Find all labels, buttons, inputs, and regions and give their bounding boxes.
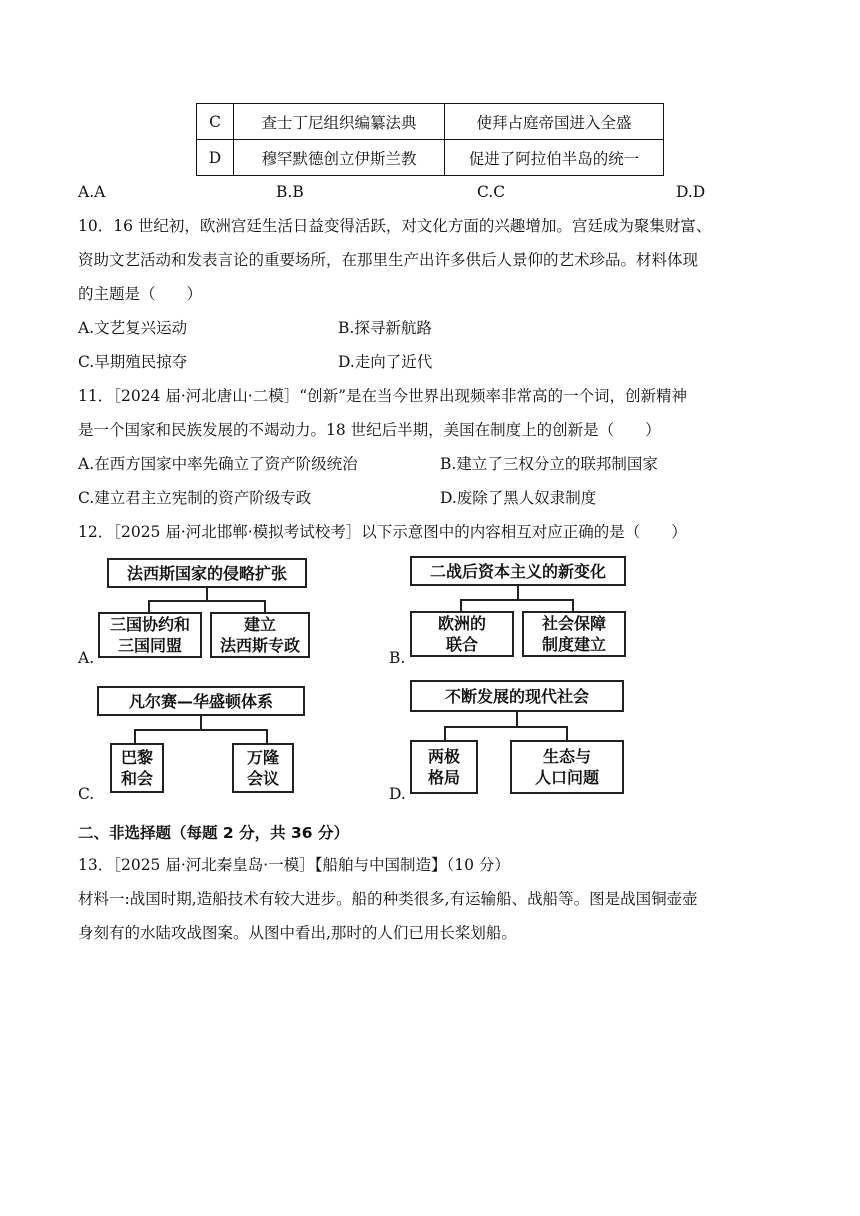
diagram-d-label: D. xyxy=(389,785,406,803)
q11-option-a[interactable]: A.在西方国家中率先确立了资产阶级统治 xyxy=(78,455,358,473)
table-cell-letter: D xyxy=(197,140,234,176)
diagram-c-label: C. xyxy=(78,785,95,803)
q9-option-d[interactable]: D.D xyxy=(676,183,706,201)
diagram-c-right-box: 万隆 会议 xyxy=(232,743,294,793)
q9-option-b[interactable]: B.B xyxy=(276,183,304,201)
q11-option-c[interactable]: C.建立君主立宪制的资产阶级专政 xyxy=(78,489,312,507)
section-title: 二、非选择题（每题 2 分，共 36 分） xyxy=(78,824,349,842)
q10-stem-line-1: 10．16 世纪初，欧洲宫廷生活日益变得活跃，对文化方面的兴趣增加。宫廷成为聚集财富、 xyxy=(78,217,712,235)
diagram-a-top-box: 法西斯国家的侵略扩张 xyxy=(107,558,307,588)
q11-stem-line-1: 11．［2024 届·河北唐山·二模］“创新”是在当今世界出现频率非常高的一个词，创新精神 xyxy=(78,387,688,405)
q10-option-c[interactable]: C.早期殖民掠夺 xyxy=(78,353,188,371)
table-cell-effect: 促进了阿拉伯半岛的统一 xyxy=(445,140,664,176)
diagram-a-label: A. xyxy=(78,649,95,667)
q10-option-a[interactable]: A.文艺复兴运动 xyxy=(78,319,188,337)
q10-stem-line-2: 资助文艺活动和发表言论的重要场所，在那里生产出许多供后人景仰的艺术珍品。材料体现 xyxy=(78,251,699,269)
q12-stem: 12．［2025 届·河北邯郸·模拟考试校考］以下示意图中的内容相互对应正确的是（ ） xyxy=(78,523,687,541)
diagram-b-left-box: 欧洲的 联合 xyxy=(410,611,514,657)
q10-option-b[interactable]: B.探寻新航路 xyxy=(338,319,432,337)
table-row xyxy=(197,140,664,176)
table-cell-letter: C xyxy=(197,104,234,140)
q13-material-line-2: 身刻有的水陆攻战图案。从图中看出,那时的人们已用长桨划船。 xyxy=(78,924,517,942)
q13-material-line-1: 材料一:战国时期,造船技术有较大进步。船的种类很多,有运输船、战船等。图是战国铜壶壶 xyxy=(78,890,698,908)
diagram-b-label: B. xyxy=(389,649,406,667)
table-cell-event: 查士丁尼组织编纂法典 xyxy=(234,104,445,140)
table-cell-effect: 使拜占庭帝国进入全盛 xyxy=(445,104,664,140)
options-table xyxy=(196,103,664,176)
table-row xyxy=(197,104,664,140)
q13-stem: 13．［2025 届·河北秦皇岛·一模］【船舶与中国制造】（10 分） xyxy=(78,856,510,874)
q10-option-d[interactable]: D.走向了近代 xyxy=(338,353,433,371)
diagram-c-left-box: 巴黎 和会 xyxy=(110,743,164,793)
q9-option-a[interactable]: A.A xyxy=(78,183,106,201)
table-cell-event: 穆罕默德创立伊斯兰教 xyxy=(234,140,445,176)
q10-stem-line-3: 的主题是（ ） xyxy=(78,285,203,303)
q11-option-d[interactable]: D.废除了黑人奴隶制度 xyxy=(440,489,597,507)
q11-option-b[interactable]: B.建立了三权分立的联邦制国家 xyxy=(440,455,658,473)
diagram-d-right-box: 生态与 人口问题 xyxy=(510,740,624,794)
diagram-d-top-box: 不断发展的现代社会 xyxy=(410,680,624,712)
diagram-a-right-box: 建立 法西斯专政 xyxy=(210,612,310,658)
diagram-c-top-box: 凡尔赛—华盛顿体系 xyxy=(97,686,305,716)
q11-stem-line-2: 是一个国家和民族发展的不竭动力。18 世纪后半期，美国在制度上的创新是（ ） xyxy=(78,421,661,439)
q9-option-c[interactable]: C.C xyxy=(477,183,506,201)
diagram-a-left-box: 三国协约和 三国同盟 xyxy=(98,612,202,658)
diagram-d-left-box: 两极 格局 xyxy=(410,740,478,794)
diagram-b-right-box: 社会保障 制度建立 xyxy=(522,611,626,657)
diagram-b-top-box: 二战后资本主义的新变化 xyxy=(410,556,626,586)
